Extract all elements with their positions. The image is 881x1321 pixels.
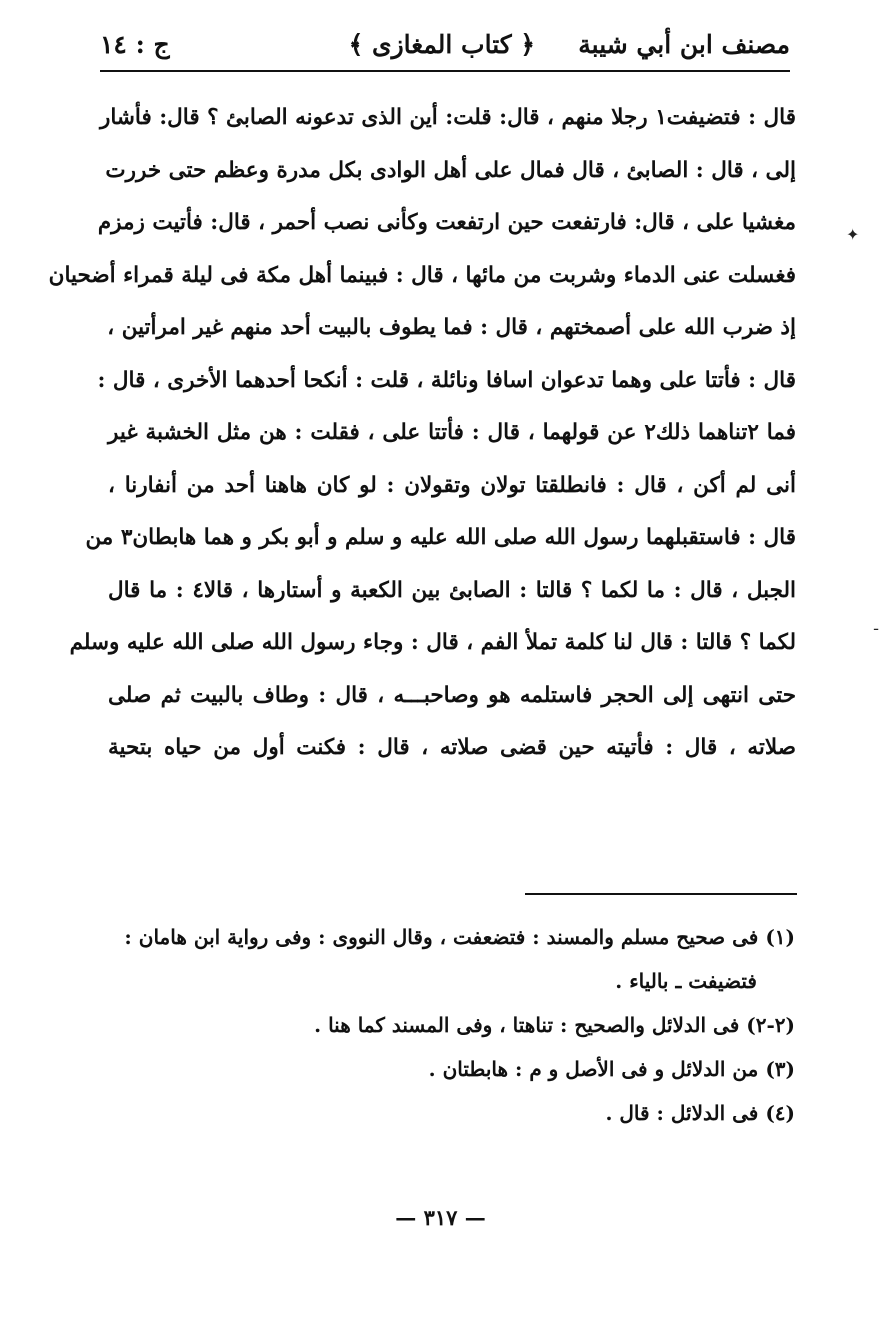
footnote-text: فى صحيح مسلم والمسند : فتضعفت ، وقال النووى : وفى رواية ابن هامان : <box>124 925 759 949</box>
footnote-2 <box>110 1003 795 1047</box>
text-line: مغشيا على ، قال: فارتفعت حين ارتفعت وكأنى نصب أحمر ، قال: فأتيت زمزم <box>97 210 796 235</box>
footnote-number: (١) <box>765 925 795 949</box>
section-title: ﴿ كتاب المغازى ﴾ <box>348 30 535 59</box>
footnote-divider <box>525 893 797 895</box>
text-line: إلى ، قال : الصابئ ، قال فمال على أهل الوادى بكل مدرة وعظم حتى خررت <box>105 157 796 183</box>
footnote-number: (٢-٢) <box>746 1013 795 1037</box>
text-line: لكما ؟ قالتا : قال لنا كلمة تملأ الفم ، قال : وجاء رسول الله صلى الله عليه وسلم <box>69 630 796 655</box>
footnote-4 <box>110 1091 795 1135</box>
page-number: — ٣١٧ — <box>395 1205 486 1230</box>
footnote-number: (٤) <box>765 1101 795 1125</box>
footnote-1 <box>110 915 795 959</box>
footnote-text: من الدلائل و فى الأصل و م : هابطتان . <box>428 1057 759 1081</box>
text-line: فغسلت عنى الدماء وشربت من مائها ، قال : فبينما أهل مكة فى ليلة قمراء أضحيان <box>48 262 796 288</box>
margin-star-icon: ✦ <box>846 225 860 244</box>
text-line: فما ٢تناهما ذلك٢ عن قولهما ، قال : فأتتا على ، فقلت : هن مثل الخشبة غير <box>108 420 796 445</box>
text-line: أنى لم أكن ، قال : فانطلقتا تولان وتقولان : لو كان هاهنا أحد من أنفارنا ، <box>108 472 796 498</box>
footnote-3 <box>110 1047 795 1091</box>
footnotes <box>110 915 795 1135</box>
footnote-text: فتضيفت ـ بالياء . <box>615 969 757 993</box>
text-line: إذ ضرب الله على أصمختهم ، قال : فما يطوف بالبيت أحد منهم غير امرأتين ، <box>107 315 796 340</box>
text-line: الجبل ، قال : ما لكما ؟ قالتا : الصابئ بين الكعبة و أستارها ، قالا٤ : ما قال <box>108 577 796 603</box>
page-header <box>100 22 790 68</box>
text-line: قال : فأتتا على وهما تدعوان اسافا ونائلة ، قلت : أنكحا أحدهما الأخرى ، قال : <box>97 367 796 393</box>
footnote-text: فى الدلائل والصحيح : تناهتا ، وفى المسند كما هنا . <box>314 1013 740 1037</box>
footnote-1-continued <box>110 959 795 1003</box>
text-line: قال : فاستقبلهما رسول الله صلى الله عليه و سلم و أبو بكر و هما هابطان٣ من <box>85 525 796 550</box>
text-line: قال : فتضيفت١ رجلا منهم ، قال: قلت: أين الذى تدعونه الصابئ ؟ قال: فأشار <box>99 105 796 130</box>
volume-number: ج : ١٤ <box>100 30 170 59</box>
footnote-number: (٣) <box>765 1057 795 1081</box>
text-line: حتى انتهى إلى الحجر فاستلمه هو وصاحبـــه ، قال : وطاف بالبيت ثم صلى <box>108 682 796 708</box>
margin-dash-mark: ـ <box>874 618 879 634</box>
footnote-text: فى الدلائل : قال . <box>605 1101 759 1125</box>
book-title: مصنف ابن أبي شيبة <box>578 30 790 59</box>
header-divider <box>100 70 790 72</box>
text-line: صلاته ، قال : فأتيته حين قضى صلاته ، قال : فكنت أول من حياه بتحية <box>108 735 796 760</box>
main-text <box>48 92 796 775</box>
